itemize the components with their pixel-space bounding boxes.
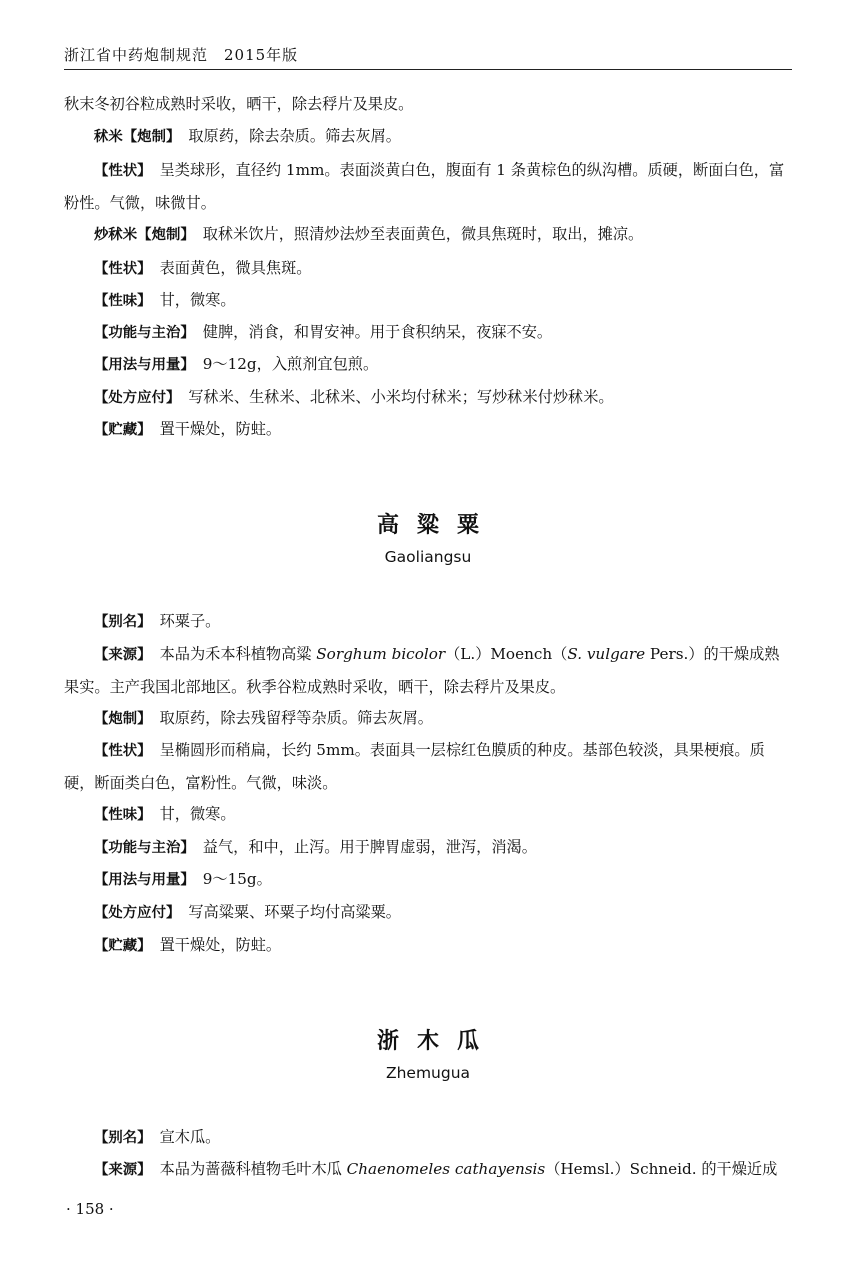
page-number: · 158 · bbox=[66, 1200, 114, 1218]
text-characteristics-2: 呈椭圆形而稍扁，长约 5mm。表面具一层棕红色膜质的种皮。基部色较淡，具果梗痕。质硬，断面类白色，富粉性。气微，味淡。 bbox=[64, 741, 765, 792]
text-functions-2: 益气，和中，止泻。用于脾胃虚弱，泄泻，消渴。 bbox=[202, 838, 537, 856]
label-processing: 秫米【炮制】 bbox=[94, 129, 181, 145]
label-source: 【来源】 bbox=[94, 647, 152, 663]
paragraph-source-3 bbox=[64, 1153, 794, 1186]
paragraph-processing-2 bbox=[64, 702, 794, 735]
text-taste: 甘，微寒。 bbox=[159, 291, 236, 309]
text-processing: 取原药，除去杂质。筛去灰屑。 bbox=[188, 127, 401, 145]
text-fried-characteristics: 表面黄色，微具焦斑。 bbox=[159, 259, 312, 277]
paragraph-continuation: 秋末冬初谷粒成熟时采收，晒干，除去稃片及果皮。 bbox=[64, 95, 414, 113]
label-taste: 【性味】 bbox=[94, 293, 152, 309]
label-characteristics-2: 【性状】 bbox=[94, 743, 152, 759]
running-header: 浙江省中药炮制规范 2015年版 bbox=[64, 46, 299, 64]
label-fried-characteristics: 【性状】 bbox=[94, 261, 152, 277]
latin-synonym: S. vulgare bbox=[567, 645, 646, 663]
label-dosage-2: 【用法与用量】 bbox=[94, 872, 195, 888]
label-processing-2: 【炮制】 bbox=[94, 711, 152, 727]
text-fried-processing: 取秫米饮片，照清炒法炒至表面黄色，微具焦斑时，取出，摊凉。 bbox=[202, 225, 644, 243]
text-source-c: Pers.）的干燥成熟果实。主产我国北部地区。秋季谷粒成熟时采收，晒干，除去稃片及果皮。 bbox=[64, 645, 780, 696]
text-source-3b: （Hemsl.）Schneid. 的干燥近成 bbox=[545, 1160, 778, 1178]
paragraph-taste-2 bbox=[64, 798, 794, 831]
paragraph-taste bbox=[64, 284, 794, 317]
text-dosage-2: 9～15g。 bbox=[202, 870, 272, 888]
text-functions: 健脾，消食，和胃安神。用于食积纳呆，夜寐不安。 bbox=[202, 323, 553, 341]
entry-title-zhemugua: 浙木瓜 bbox=[376, 1029, 497, 1054]
label-source-3: 【来源】 bbox=[94, 1162, 152, 1178]
label-functions-2: 【功能与主治】 bbox=[94, 840, 195, 856]
text-dosage: 9～12g，入煎剂宜包煎。 bbox=[202, 355, 379, 373]
text-source-3a: 本品为蔷薇科植物毛叶木瓜 bbox=[159, 1160, 347, 1178]
paragraph-dosage bbox=[64, 348, 794, 381]
label-prescription-2: 【处方应付】 bbox=[94, 905, 181, 921]
text-alias-3: 宣木瓜。 bbox=[159, 1128, 221, 1146]
paragraph-processing bbox=[64, 120, 794, 153]
label-taste-2: 【性味】 bbox=[94, 807, 152, 823]
paragraph-source bbox=[64, 638, 794, 703]
latin-name-3: Chaenomeles cathayensis bbox=[346, 1160, 546, 1178]
header-rule bbox=[64, 69, 792, 70]
paragraph-alias-3 bbox=[64, 1121, 794, 1154]
text-characteristics: 呈类球形，直径约 1mm。表面淡黄白色，腹面有 1 条黄棕色的纵沟槽。质硬，断面白色，富粉性。气微，味微甘。 bbox=[64, 161, 785, 212]
text-storage-2: 置干燥处，防蛀。 bbox=[159, 936, 282, 954]
label-storage: 【贮藏】 bbox=[94, 422, 152, 438]
paragraph-fried-characteristics bbox=[64, 252, 794, 285]
paragraph-characteristics-2 bbox=[64, 734, 794, 799]
text-alias: 环粟子。 bbox=[159, 612, 221, 630]
text-prescription-2: 写高粱粟、环粟子均付高粱粟。 bbox=[188, 903, 401, 921]
paragraph-dosage-2 bbox=[64, 863, 794, 896]
text-taste-2: 甘，微寒。 bbox=[159, 805, 236, 823]
paragraph-characteristics bbox=[64, 154, 794, 219]
label-fried-processing: 炒秫米【炮制】 bbox=[94, 227, 195, 243]
label-prescription: 【处方应付】 bbox=[94, 390, 181, 406]
text-source-a: 本品为禾本科植物高粱 bbox=[159, 645, 317, 663]
paragraph-prescription bbox=[64, 381, 794, 414]
label-characteristics: 【性状】 bbox=[94, 163, 152, 179]
entry-pinyin-zhemugua: Zhemugua bbox=[385, 1064, 471, 1082]
label-alias: 【别名】 bbox=[94, 614, 152, 630]
label-alias-3: 【别名】 bbox=[94, 1130, 152, 1146]
paragraph-fried-processing bbox=[64, 218, 794, 251]
paragraph-functions-2 bbox=[64, 831, 794, 864]
paragraph-storage-2 bbox=[64, 929, 794, 962]
paragraph-functions bbox=[64, 316, 794, 349]
label-storage-2: 【贮藏】 bbox=[94, 938, 152, 954]
label-functions: 【功能与主治】 bbox=[94, 325, 195, 341]
entry-pinyin-gaoliangsu: Gaoliangsu bbox=[384, 548, 472, 566]
text-storage: 置干燥处，防蛀。 bbox=[159, 420, 282, 438]
paragraph-alias bbox=[64, 605, 794, 638]
paragraph-storage bbox=[64, 413, 794, 446]
label-dosage: 【用法与用量】 bbox=[94, 357, 195, 373]
text-processing-2: 取原药，除去残留稃等杂质。筛去灰屑。 bbox=[159, 709, 433, 727]
latin-name: Sorghum bicolor bbox=[316, 645, 446, 663]
text-source-b: （L.）Moench（ bbox=[445, 645, 568, 663]
entry-title-gaoliangsu: 高粱粟 bbox=[376, 513, 497, 538]
text-prescription: 写秫米、生秫米、北秫米、小米均付秫米；写炒秫米付炒秫米。 bbox=[188, 388, 614, 406]
paragraph-prescription-2 bbox=[64, 896, 794, 929]
